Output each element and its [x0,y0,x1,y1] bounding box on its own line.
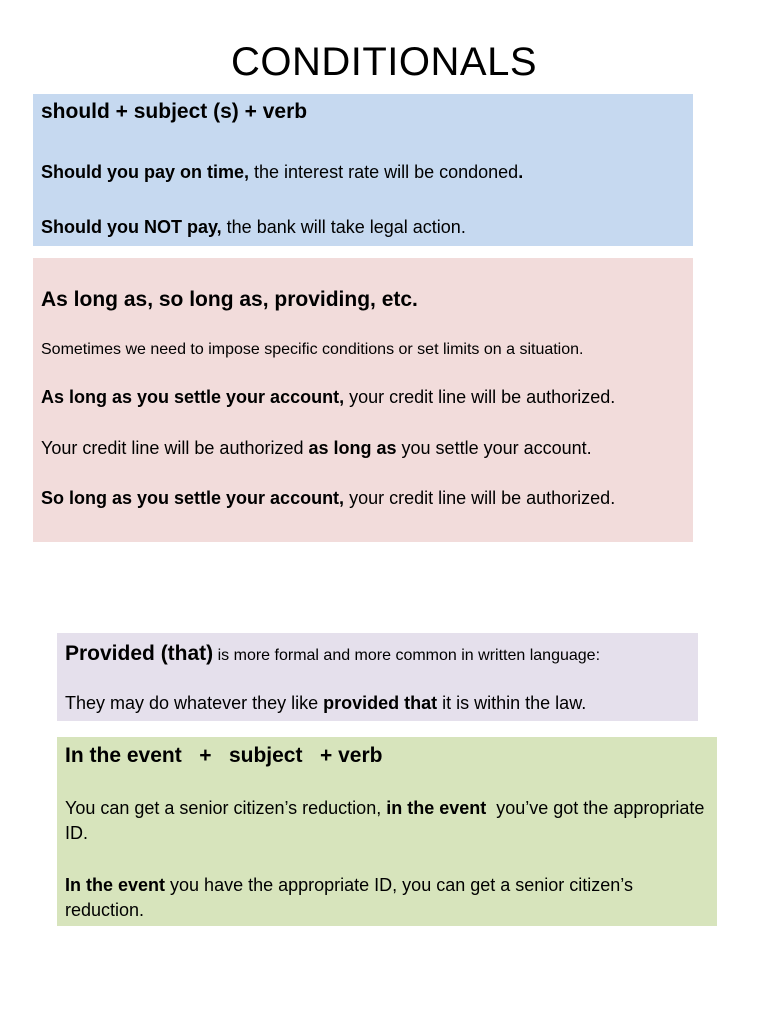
as-long-as-example-1-text: your credit line will be authorized. [344,387,616,407]
in-the-event-example-2-bold: In the event [65,875,166,895]
in-the-event-example-2 [65,873,709,923]
in-the-event-example-2-text: you have the appropriate ID, you can get a senior citizen’s reduction. [65,875,633,920]
as-long-as-example-2 [41,438,685,459]
provided-example-bold: provided that [323,693,438,713]
as-long-as-intro: Sometimes we need to impose specific conditions or set limits on a situation. [41,341,584,358]
should-example-2 [41,217,685,238]
in-the-event-section [57,737,717,926]
should-example-1-bold: Should you pay on time, [41,162,250,182]
as-long-as-example-2-bold: as long as [308,438,397,458]
should-example-1-text: the interest rate will be condoned [249,162,519,182]
provided-example [65,693,690,714]
in-the-event-example-1-bold: in the event [386,798,487,818]
should-example-1 [41,162,685,183]
as-long-as-heading: As long as, so long as, providing, etc. [41,288,418,311]
as-long-as-example-1 [41,387,685,408]
provided-heading-text: is more formal and more common in written language: [213,647,601,664]
in-the-event-example-1 [65,796,709,846]
provided-section [57,633,698,721]
should-heading: should + subject (s) + verb [41,100,308,123]
provided-example-pre: They may do whatever they like [65,693,324,713]
should-example-1-period: . [518,162,524,182]
as-long-as-section [33,258,693,542]
in-the-event-example-1-pre: You can get a senior citizen’s reduction, [65,798,387,818]
should-section [33,94,693,246]
as-long-as-example-1-bold: As long as you settle your account, [41,387,345,407]
should-example-2-bold: Should you NOT pay, [41,217,222,237]
provided-heading-line [65,642,690,666]
provided-example-post: it is within the law. [437,693,587,713]
in-the-event-heading: In the event + subject + verb [65,744,383,767]
page-title: CONDITIONALS [230,40,538,84]
as-long-as-example-3-bold: So long as you settle your account, [41,488,345,508]
should-example-2-text: the bank will take legal action. [221,217,466,237]
as-long-as-example-3 [41,488,685,509]
as-long-as-example-2-pre: Your credit line will be authorized [41,438,309,458]
as-long-as-example-2-post: you settle your account. [396,438,592,458]
as-long-as-example-3-text: your credit line will be authorized. [344,488,616,508]
in-the-event-example-1-post: you’ve got the appropriate ID. [65,798,710,843]
provided-heading: Provided (that) [65,642,214,665]
